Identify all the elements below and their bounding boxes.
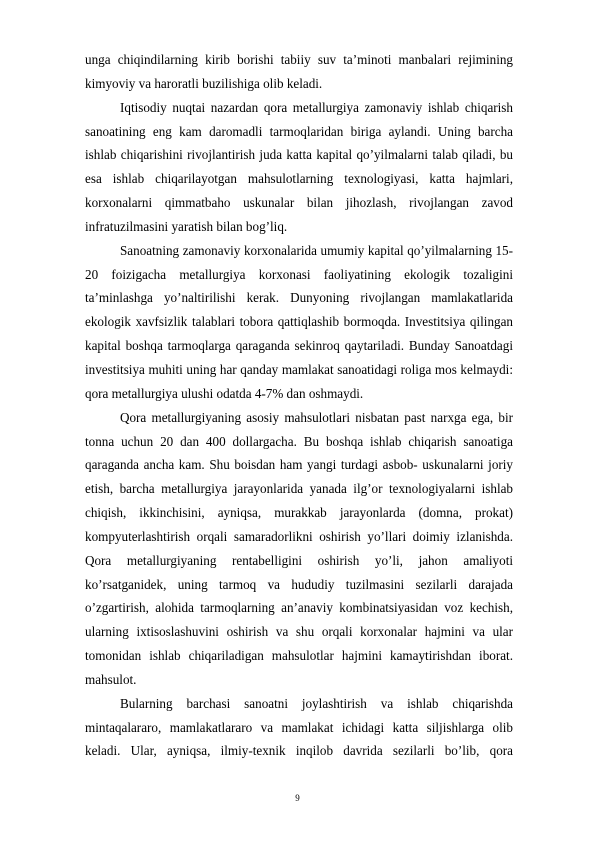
page-number: 9 (295, 793, 300, 803)
paragraph-continuation: unga chiqindilarning kirib borishi tabiiy suv ta’minoti manbalari rejimining kimyoviy va haroratli buzilishiga olib keladi. (85, 52, 513, 91)
paragraph-economics: Iqtisodiy nuqtai nazardan qora metallurgiya zamonaviy ishlab chiqarish sanoatining eng kam daromadli tarmoqlaridan biriga aylandi. Uning barcha ishlab chiqarishini rivojlantirish juda katta kapital qo’yilmalarni talab qiladi, bu esa ishlab chiqarilayotgan mahsulotlarning texnologiyasi, katta hajmlari, korxonalarni qimmatbaho uskunalar bilan jihozlash, rivojlangan zavod infratuzilmasini yaratish bilan bog’liq. (85, 99, 513, 234)
document-body (85, 48, 513, 763)
paragraph-investment: Sanoatning zamonaviy korxonalarida umumiy kapital qo’yilmalarning 15-20 foizigacha metallurgiya korxonasi faoliyatining ekologik tozaligini ta’minlashga yo’naltirilishi kerak. Dunyoning rivojlangan mamlakatlarida ekologik xavfsizlik talablari tobora qattiqlashib bormoqda. Investitsiya qilingan kapital boshqa tarmoqlarga qaraganda sekinroq qaytariladi. Bunday Sanoatdagi investitsiya muhiti uning har qanday mamlakat sanoatidagi roliga mos kelmaydi: qora metallurgiya ulushi odatda 4-7% dan oshmaydi. (85, 242, 513, 401)
paragraph-relocation: Bularning barchasi sanoatni joylashtirish va ishlab chiqarishda mintaqalararo, mamlakatlararo va mamlakat ichidagi katta siljishlarga olib keladi. Ular, ayniqsa, ilmiy-texnik inqilob davrida sezilarli bo’lib, qora (85, 695, 513, 759)
paragraph-products: Qora metallurgiyaning asosiy mahsulotlari nisbatan past narxga ega, bir tonna uchun 20 dan 400 dollargacha. Bu boshqa ishlab chiqarish sanoatiga qaraganda ancha kam. Shu boisdan ham yangi turdagi asbob- uskunalarni joriy etish, barcha metallurgiya jarayonlarida yanada ilg’or texnologiyalarni ishlab chiqish, ikkinchisini, ayniqsa, murakkab jarayonlarda (domna, prokat) kompyuterlashtirish orqali samaradorlikni oshirish yo’llari doimiy izlanishda. Qora metallurgiyaning rentabelligini oshirish yo’li, jahon amaliyoti ko’rsatganidek, uning tarmoq va hududiy tuzilmasini sezilarli darajada o’zgartirish, alohida tarmoqlarning an’anaviy kombinatsiyasidan voz kechish, ularning ixtisoslashuvini oshirish va shu orqali korxonalar hajmini va ular tomonidan ishlab chiqariladigan mahsulotlar hajmini kamaytirishdan iborat. mahsulot. (85, 409, 513, 687)
